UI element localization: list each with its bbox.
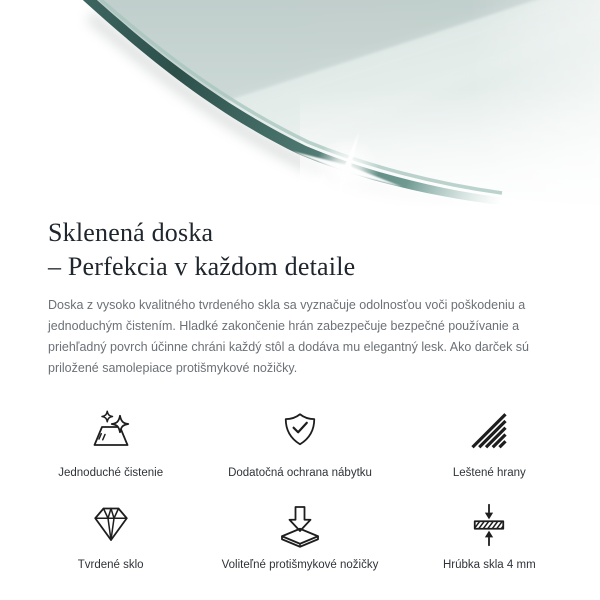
shield-check-icon: [276, 409, 324, 457]
product-description: Doska z vysoko kvalitného tvrdeného skla sa vyznačuje odolnosťou voči poškodeniu a jednoduchým čistením. Hladké zakončenie hrán zabezpečuje bezpečné používanie a priehľadný povrch účinne chráni každý stôl a dodáva mu elegantný lesk. Ako darček sú priložené samolepiace protišmykové nožičky.: [48, 298, 530, 375]
glass-panel-illustration: [0, 0, 600, 206]
anti-slip-feet-icon: [276, 501, 324, 549]
feature-grid: [16, 409, 584, 571]
feature-furniture-protection: [205, 409, 394, 479]
feature-anti-slip-feet: [205, 501, 394, 571]
surface-fade-right: [470, 0, 600, 206]
sparkles-surface-icon: [87, 409, 135, 457]
feature-label: Dodatočná ochrana nábytku: [228, 467, 372, 479]
feature-label: Voliteľné protišmykové nožičky: [221, 559, 379, 571]
polished-edges-icon: [465, 409, 513, 457]
feature-polished-edges: [395, 409, 584, 479]
page-title-line1: Sklenená doska: [48, 218, 214, 247]
feature-label: Leštené hrany: [452, 467, 526, 479]
page-title: [48, 216, 552, 284]
feature-label: Jednoduché čistenie: [58, 467, 164, 479]
feature-tempered-glass: [16, 501, 205, 571]
product-photo: [0, 0, 600, 206]
glass-thickness-icon: [465, 501, 513, 549]
feature-label: Tvrdené sklo: [77, 559, 144, 571]
page-title-line2: – Perfekcia v každom detaile: [48, 252, 356, 281]
diamond-icon: [87, 501, 135, 549]
feature-glass-thickness: [395, 501, 584, 571]
feature-easy-cleaning: [16, 409, 205, 479]
feature-label: Hrúbka skla 4 mm: [442, 559, 536, 571]
